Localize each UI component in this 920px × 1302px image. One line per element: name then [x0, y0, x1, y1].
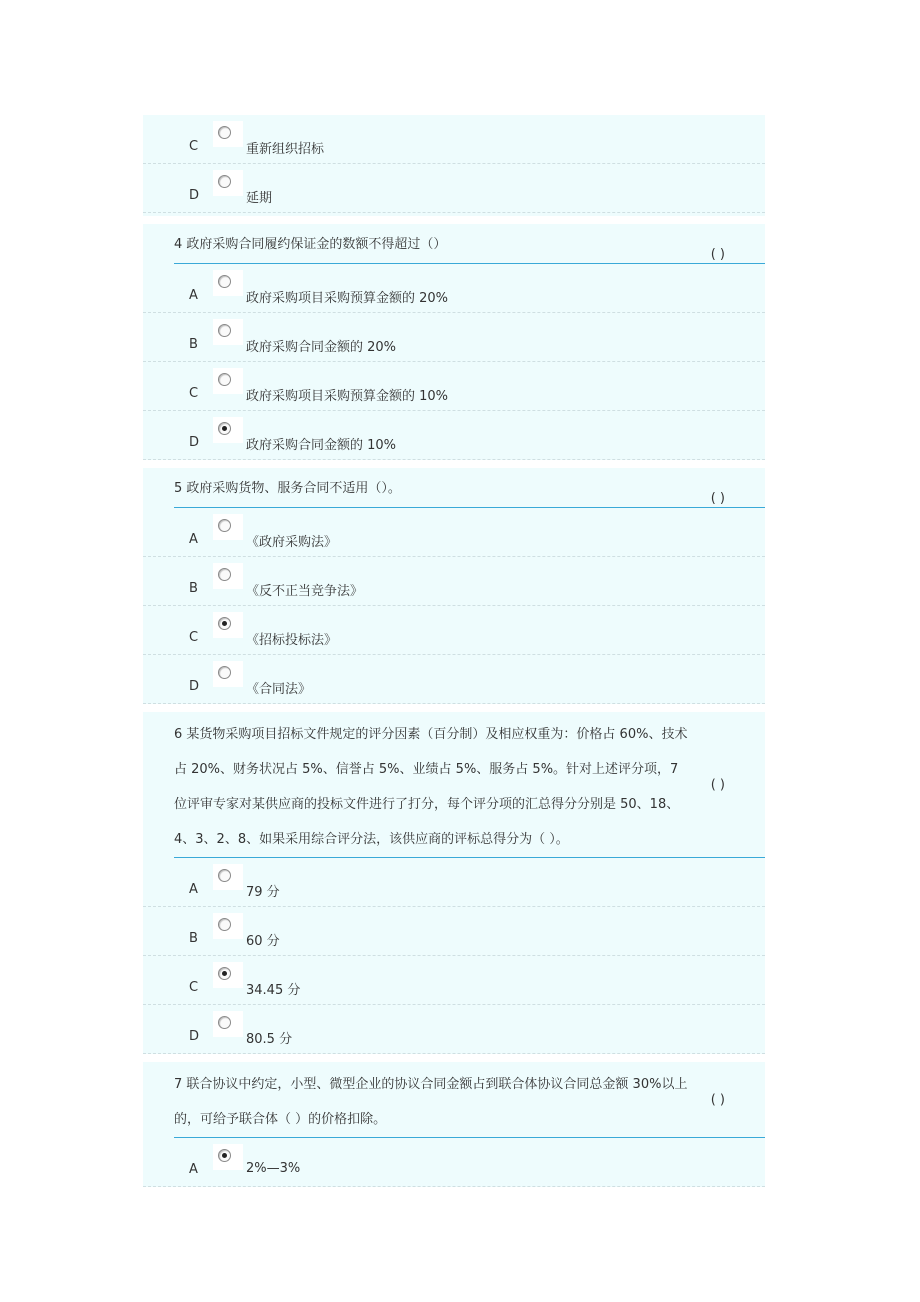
radio-button[interactable]	[213, 913, 243, 939]
radio-checked-icon[interactable]	[218, 617, 231, 630]
option-letter: D	[189, 435, 200, 450]
radio-checked-icon[interactable]	[218, 967, 231, 980]
option-letter: A	[189, 1162, 198, 1177]
option-row[interactable]	[143, 313, 765, 362]
question-header	[174, 224, 765, 264]
quiz-list	[143, 115, 765, 1187]
question-number: 5	[174, 481, 183, 496]
radio-icon[interactable]	[218, 869, 231, 882]
radio-button[interactable]	[213, 1011, 243, 1037]
option-text: 80.5 分	[246, 1032, 293, 1047]
option-letter: C	[189, 386, 199, 401]
radio-button[interactable]	[213, 1144, 243, 1170]
question-text	[174, 1062, 694, 1137]
question-block	[143, 712, 765, 1054]
option-row[interactable]	[143, 164, 765, 213]
question-number: 4	[174, 237, 183, 252]
option-text: 2%—3%	[246, 1161, 301, 1176]
radio-icon[interactable]	[218, 918, 231, 931]
option-letter: A	[189, 288, 198, 303]
radio-button[interactable]	[213, 962, 243, 988]
answer-paren: ( )	[710, 247, 725, 262]
option-row[interactable]	[143, 362, 765, 411]
answer-paren: ( )	[710, 777, 725, 792]
answer-paren: ( )	[710, 1092, 725, 1107]
option-letter: D	[189, 1029, 200, 1044]
option-letter: C	[189, 980, 199, 995]
radio-button[interactable]	[213, 864, 243, 890]
question-block	[143, 1062, 765, 1187]
option-row[interactable]	[143, 115, 765, 164]
option-text: 政府采购项目采购预算金额的 20%	[246, 291, 449, 306]
option-row[interactable]	[143, 655, 765, 704]
question-stem: 联合协议中约定，小型、微型企业的协议合同金额占到联合体协议合同总金额 30%以上的，可给予联合体（ ）的价格扣除。	[174, 1077, 688, 1127]
option-letter: B	[189, 581, 198, 596]
option-letter: B	[189, 931, 198, 946]
question-header	[174, 712, 765, 858]
option-text: 79 分	[246, 885, 280, 900]
option-row[interactable]	[143, 606, 765, 655]
question-stem: 政府采购货物、服务合同不适用（）。	[186, 481, 401, 496]
option-letter: A	[189, 882, 198, 897]
radio-button[interactable]	[213, 612, 243, 638]
radio-icon[interactable]	[218, 175, 231, 188]
radio-button[interactable]	[213, 514, 243, 540]
option-row[interactable]	[143, 411, 765, 460]
radio-button[interactable]	[213, 563, 243, 589]
radio-button[interactable]	[213, 170, 243, 196]
option-row[interactable]	[143, 858, 765, 907]
option-text: 《合同法》	[246, 682, 312, 697]
option-row[interactable]	[143, 508, 765, 557]
option-text: 《反不正当竞争法》	[246, 584, 364, 599]
question-header	[174, 468, 765, 508]
radio-checked-icon[interactable]	[218, 1149, 231, 1162]
question-number: 6	[174, 727, 183, 742]
option-row[interactable]	[143, 907, 765, 956]
option-letter: C	[189, 630, 199, 645]
radio-button[interactable]	[213, 121, 243, 147]
question-text	[174, 224, 694, 263]
question-block	[143, 468, 765, 704]
radio-icon[interactable]	[218, 666, 231, 679]
question-header	[174, 1062, 765, 1138]
question-text	[174, 468, 694, 507]
option-row[interactable]	[143, 557, 765, 606]
question-text	[174, 712, 694, 857]
option-text: 60 分	[246, 934, 280, 949]
radio-icon[interactable]	[218, 275, 231, 288]
radio-icon[interactable]	[218, 1016, 231, 1029]
radio-button[interactable]	[213, 417, 243, 443]
option-letter: B	[189, 337, 198, 352]
radio-button[interactable]	[213, 319, 243, 345]
radio-icon[interactable]	[218, 373, 231, 386]
radio-button[interactable]	[213, 270, 243, 296]
option-text: 延期	[246, 191, 273, 206]
option-row[interactable]	[143, 956, 765, 1005]
option-letter: A	[189, 532, 198, 547]
question-block	[143, 224, 765, 460]
radio-icon[interactable]	[218, 126, 231, 139]
answer-paren: ( )	[710, 491, 725, 506]
option-text: 政府采购项目采购预算金额的 10%	[246, 389, 449, 404]
option-letter: D	[189, 188, 200, 203]
radio-button[interactable]	[213, 368, 243, 394]
radio-icon[interactable]	[218, 324, 231, 337]
option-text: 重新组织招标	[246, 142, 325, 157]
option-letter: C	[189, 139, 199, 154]
question-block	[143, 115, 765, 216]
option-text: 政府采购合同金额的 10%	[246, 438, 397, 453]
option-row[interactable]	[143, 1138, 765, 1187]
radio-button[interactable]	[213, 661, 243, 687]
option-row[interactable]	[143, 1005, 765, 1054]
radio-checked-icon[interactable]	[218, 422, 231, 435]
radio-icon[interactable]	[218, 568, 231, 581]
radio-icon[interactable]	[218, 519, 231, 532]
question-stem: 政府采购合同履约保证金的数额不得超过（）	[186, 237, 447, 252]
option-text: 《政府采购法》	[246, 535, 338, 550]
option-text: 34.45 分	[246, 983, 301, 998]
option-letter: D	[189, 679, 200, 694]
option-text: 政府采购合同金额的 20%	[246, 340, 397, 355]
question-number: 7	[174, 1077, 183, 1092]
option-row[interactable]	[143, 264, 765, 313]
option-text: 《招标投标法》	[246, 633, 338, 648]
question-stem: 某货物采购项目招标文件规定的评分因素（百分制）及相应权重为：价格占 60%、技术占 20%、财务状况占 5%、信誉占 5%、业绩占 5%、服务占 5%。针对上述评分项，7 位评审专家对某供应商的投标文件进行了打分，每个评分项的汇总得分分别是 50、18、4、3、2、8、如果采用综合评分法，该供应商的评标总得分为（ ）。	[174, 727, 688, 847]
